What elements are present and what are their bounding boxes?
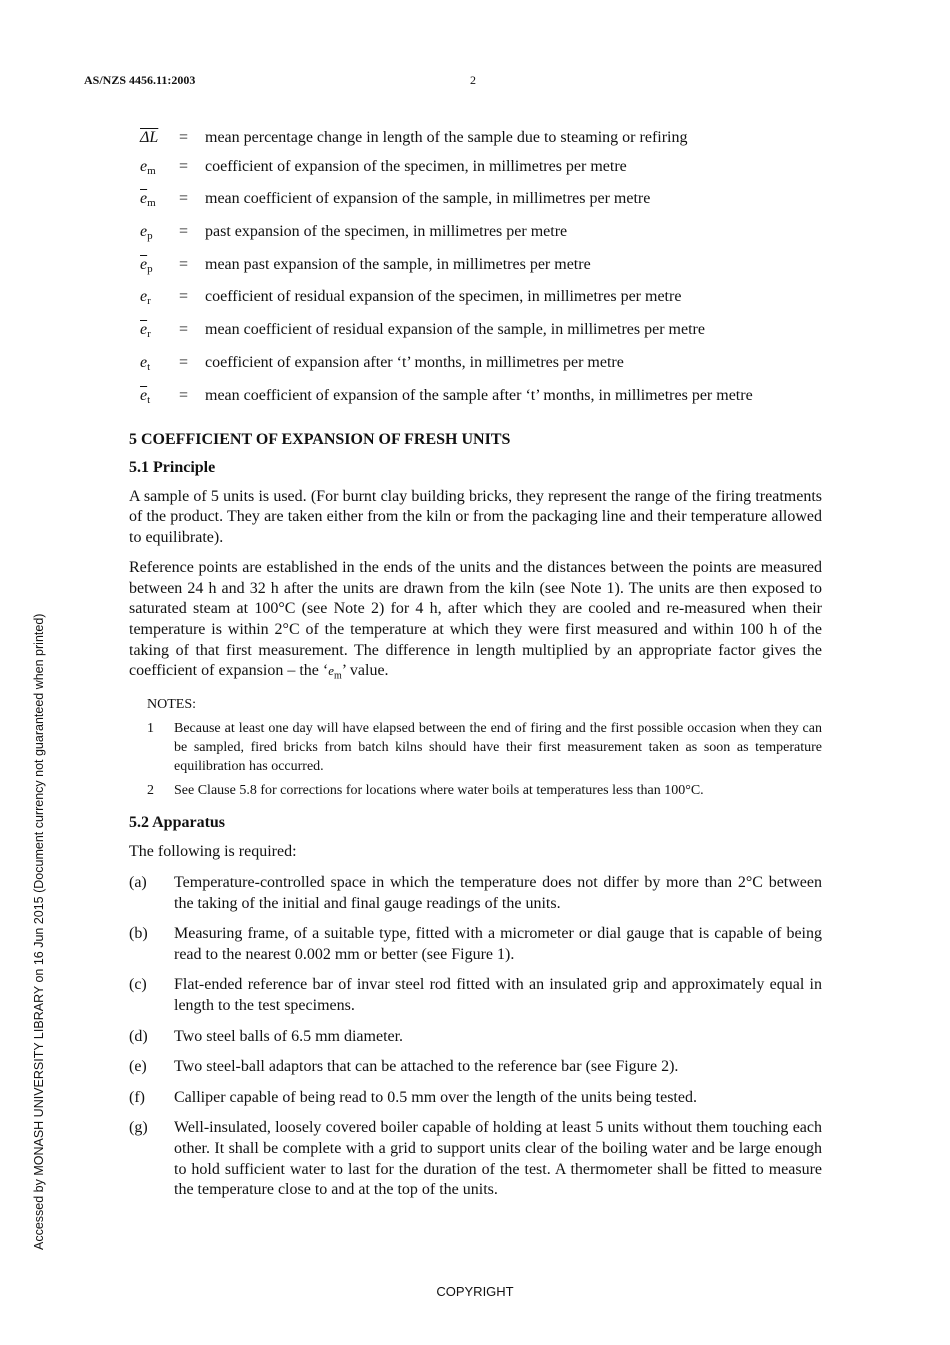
apparatus-item — [129, 1118, 822, 1200]
equals-sign: = — [179, 223, 189, 241]
note-item — [129, 719, 822, 776]
note-text: See Clause 5.8 for corrections for locations where water boils at temperatures less than 100°C. — [174, 783, 704, 799]
symbol-row — [129, 157, 822, 181]
symbol-base: e — [140, 223, 148, 241]
copyright-footer: COPYRIGHT — [436, 1284, 514, 1299]
symbol — [129, 222, 179, 246]
symbol-base: $\overline{e}$ — [140, 255, 148, 273]
symbol-row — [129, 287, 822, 311]
access-watermark: Accessed by MONASH UNIVERSITY LIBRARY on 16 Jun 2015 (Document currency not guaranteed when printed) — [32, 613, 46, 1250]
apparatus-item-text: Two steel-ball adaptors that can be attached to the reference bar (see Figure 2). — [174, 1058, 679, 1076]
apparatus-item-text: Flat-ended reference bar of invar steel rod fitted with an insulated grip and approximately equal in length to the test specimens. — [174, 976, 822, 1014]
apparatus-item — [129, 1027, 822, 1048]
symbol-row — [129, 222, 822, 246]
equals-sign: = — [179, 321, 189, 339]
note-number: 1 — [147, 721, 154, 737]
page-content — [129, 128, 822, 1211]
apparatus-item-label: (b) — [129, 925, 148, 943]
symbol-subscript: r — [147, 328, 151, 341]
apparatus-item — [129, 975, 822, 1016]
principle-paragraph-2 — [129, 558, 822, 687]
equals-sign: = — [179, 255, 189, 273]
section-5-2-heading: 5.2 Apparatus — [129, 814, 226, 832]
apparatus-item-text: Measuring frame, of a suitable type, fitted with a micrometer or dial gauge that is capable of being read to the nearest 0.002 mm or better (see Figure 1). — [174, 925, 822, 963]
symbol-definition: coefficient of residual expansion of the specimen, in millimetres per metre — [205, 288, 682, 306]
symbol-base: $\overline{\Delta L}$ — [140, 129, 159, 146]
symbol-definition: mean coefficient of expansion of the sample after ‘t’ months, in millimetres per metre — [205, 386, 753, 404]
equals-sign: = — [179, 288, 189, 306]
symbol-row — [129, 255, 822, 279]
apparatus-item-label: (d) — [129, 1027, 148, 1045]
symbol-base: e — [140, 353, 148, 371]
apparatus-item — [129, 873, 822, 914]
section-5-heading: 5 COEFFICIENT OF EXPANSION OF FRESH UNITS — [129, 430, 511, 448]
apparatus-item — [129, 1057, 822, 1078]
symbol — [129, 386, 179, 410]
apparatus-item-text: Two steel balls of 6.5 mm diameter. — [174, 1027, 404, 1045]
symbol-subscript: t — [147, 360, 151, 373]
symbol — [129, 320, 179, 344]
symbol-definition: past expansion of the specimen, in millimetres per metre — [205, 223, 568, 241]
apparatus-list — [129, 873, 822, 1201]
equals-sign: = — [179, 353, 189, 371]
equals-sign: = — [179, 157, 189, 175]
apparatus-item-text: Well-insulated, loosely covered boiler capable of holding at least 5 units without them touching each other. It shall be complete with a grid to support units clear of the boiling water and be large enough to hold sufficient water to last for the duration of the test. A thermometer shall be fitted to measure the temperature close to and at the top of the units. — [174, 1119, 822, 1199]
symbol — [129, 353, 179, 377]
symbol-list — [129, 128, 822, 410]
symbol-row — [129, 189, 822, 213]
apparatus-item-label: (c) — [129, 976, 147, 994]
note-item — [129, 781, 822, 800]
equals-sign: = — [179, 190, 189, 208]
symbol-definition: mean coefficient of expansion of the sample, in millimetres per metre — [205, 190, 651, 208]
symbol-base: $\overline{e}$ — [140, 321, 148, 339]
symbol — [129, 157, 179, 181]
equals-sign: = — [179, 386, 189, 404]
em-symbol-base: e — [328, 663, 334, 679]
note-text: Because at least one day will have elapsed between the end of firing and the first possible occasion when they can be sampled, fired bricks from batch kilns should have their first measurement taken as soon as temperature equilibration has occurred. — [174, 721, 822, 775]
symbol — [129, 287, 179, 311]
principle-text: Reference points are established in the ends of the units and the distances between the points are measured between 24 h and 32 h after the units are drawn from the kiln (see Note 1). The units are then exposed to saturated steam at 100°C (see Note 2) for 4 h, after which they are cooled and re-measured when their temperature is within 2°C of the temperature at which they were first measured and within 100 h of the taking of that first measurement. The difference in length multiplied by an appropriate factor gives the coefficient of expansion – the ‘ — [129, 559, 822, 680]
principle-paragraph-1: A sample of 5 units is used. (For burnt clay building bricks, they represent the range of the firing treatments of the product. They are taken either from the kiln or from the packaging line and their temperature allowed to equilibrate). — [129, 487, 822, 546]
apparatus-item-text: Temperature-controlled space in which the temperature does not differ by more than 2°C between the taking of the initial and final gauge readings of the units. — [174, 874, 822, 912]
principle-text-end: ’ value. — [341, 662, 389, 680]
symbol-base: $\overline{e}$ — [140, 386, 148, 404]
symbol-definition: mean past expansion of the sample, in millimetres per metre — [205, 255, 591, 273]
symbol-definition: mean coefficient of residual expansion of the sample, in millimetres per metre — [205, 321, 705, 339]
em-symbol-sub: m — [333, 670, 342, 682]
apparatus-item — [129, 924, 822, 965]
symbol-definition: mean percentage change in length of the sample due to steaming or refiring — [205, 129, 688, 146]
equals-sign: = — [179, 129, 189, 146]
symbol-row — [129, 128, 822, 148]
apparatus-item-label: (g) — [129, 1119, 148, 1137]
section-5-1-heading: 5.1 Principle — [129, 458, 216, 476]
page-number: 2 — [470, 73, 476, 87]
em-symbol — [328, 663, 342, 682]
apparatus-intro: The following is required: — [129, 843, 297, 861]
symbol-subscript: p — [147, 230, 153, 243]
standard-number: AS/NZS 4456.11:2003 — [84, 73, 196, 87]
note-number: 2 — [147, 783, 154, 799]
symbol-base: $\overline{e}$ — [140, 190, 148, 208]
symbol-row — [129, 353, 822, 377]
notes-title: NOTES: — [147, 697, 196, 713]
symbol-base: e — [140, 157, 148, 175]
symbol-row — [129, 320, 822, 344]
apparatus-item-text: Calliper capable of being read to 0.5 mm over the length of the units being tested. — [174, 1088, 697, 1106]
symbol — [129, 189, 179, 213]
symbol — [129, 128, 179, 148]
apparatus-item-label: (a) — [129, 874, 147, 892]
symbol — [129, 255, 179, 279]
symbol-subscript: m — [147, 164, 156, 177]
symbol-subscript: r — [147, 295, 151, 308]
apparatus-item-label: (e) — [129, 1058, 147, 1076]
apparatus-item — [129, 1088, 822, 1109]
apparatus-item-label: (f) — [129, 1088, 145, 1106]
symbol-definition: coefficient of expansion of the specimen, in millimetres per metre — [205, 157, 627, 175]
symbol-subscript: p — [147, 262, 153, 275]
symbol-subscript: m — [147, 197, 156, 210]
notes-list — [129, 719, 822, 800]
symbol-base: e — [140, 288, 148, 306]
symbol-definition: coefficient of expansion after ‘t’ months, in millimetres per metre — [205, 353, 624, 371]
symbol-subscript: t — [147, 393, 151, 406]
symbol-row — [129, 386, 822, 410]
